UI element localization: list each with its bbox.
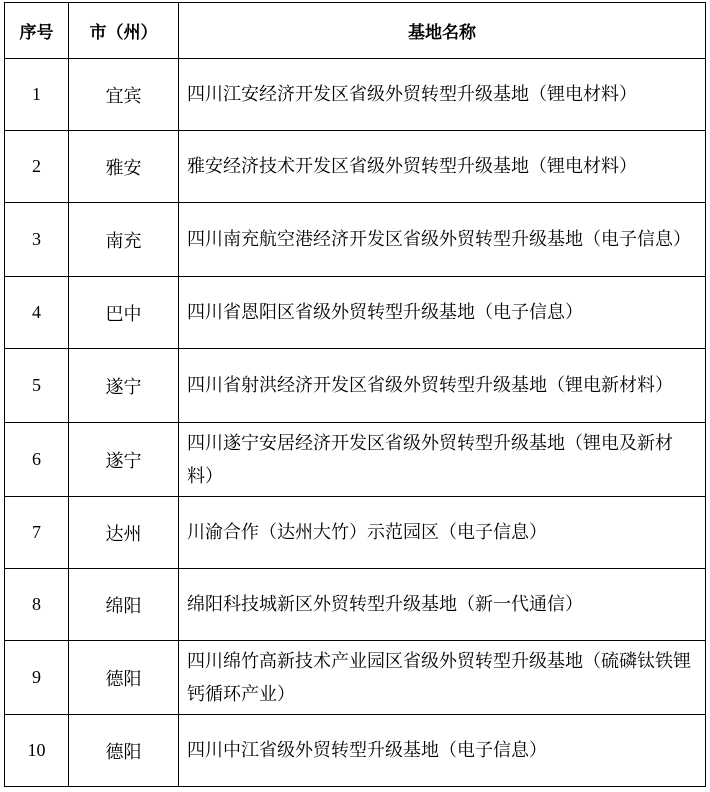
row-no: 10 [5,715,69,787]
header-row [5,3,706,59]
table-row [5,423,706,497]
row-name: 四川遂宁安居经济开发区省级外贸转型升级基地（锂电及新材料） [179,423,706,497]
row-city: 遂宁 [69,349,179,423]
row-no: 5 [5,349,69,423]
table-row [5,277,706,349]
table-row [5,569,706,641]
row-no: 7 [5,497,69,569]
base-list-table [4,2,706,787]
table-row [5,131,706,203]
row-name: 绵阳科技城新区外贸转型升级基地（新一代通信） [179,569,706,641]
table-row [5,59,706,131]
row-name: 四川中江省级外贸转型升级基地（电子信息） [179,715,706,787]
row-name: 四川省恩阳区省级外贸转型升级基地（电子信息） [179,277,706,349]
header-name: 基地名称 [179,3,706,59]
row-city: 巴中 [69,277,179,349]
table-row [5,497,706,569]
header-city: 市（州） [69,3,179,59]
header-no: 序号 [5,3,69,59]
row-name: 雅安经济技术开发区省级外贸转型升级基地（锂电材料） [179,131,706,203]
table-row [5,349,706,423]
table-row [5,641,706,715]
row-name: 川渝合作（达州大竹）示范园区（电子信息） [179,497,706,569]
row-city: 德阳 [69,641,179,715]
row-city: 达州 [69,497,179,569]
row-city: 德阳 [69,715,179,787]
row-no: 2 [5,131,69,203]
row-name: 四川南充航空港经济开发区省级外贸转型升级基地（电子信息） [179,203,706,277]
row-name: 四川省射洪经济开发区省级外贸转型升级基地（锂电新材料） [179,349,706,423]
row-no: 9 [5,641,69,715]
row-no: 1 [5,59,69,131]
row-city: 南充 [69,203,179,277]
row-city: 宜宾 [69,59,179,131]
table-row [5,715,706,787]
row-no: 4 [5,277,69,349]
row-no: 3 [5,203,69,277]
row-no: 8 [5,569,69,641]
row-name: 四川绵竹高新技术产业园区省级外贸转型升级基地（硫磷钛铁锂钙循环产业） [179,641,706,715]
row-city: 雅安 [69,131,179,203]
table-row [5,203,706,277]
row-city: 绵阳 [69,569,179,641]
row-name: 四川江安经济开发区省级外贸转型升级基地（锂电材料） [179,59,706,131]
row-no: 6 [5,423,69,497]
row-city: 遂宁 [69,423,179,497]
